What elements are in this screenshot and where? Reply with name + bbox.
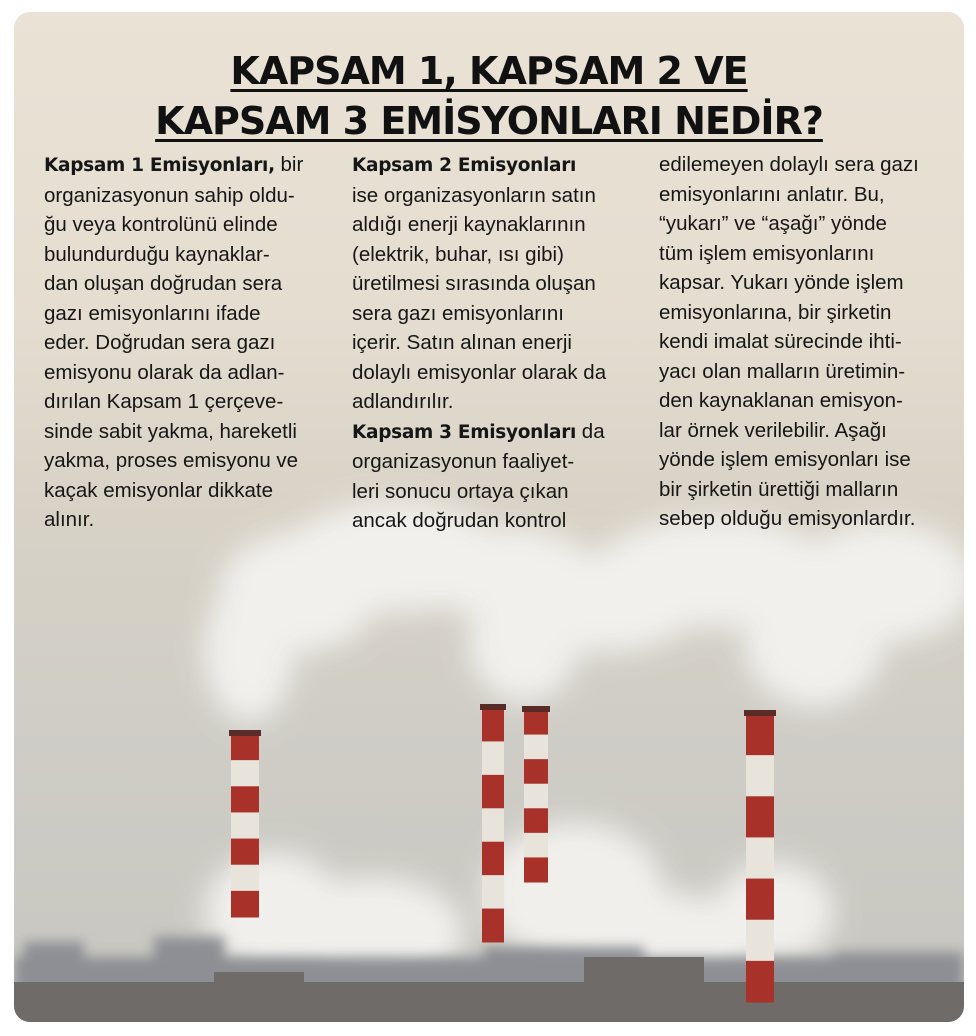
text-line: kapsar. Yukarı yönde işlem bbox=[659, 271, 904, 294]
text-line: bulundurduğu kaynaklar- bbox=[44, 242, 270, 266]
text-line: alınır. bbox=[44, 508, 95, 531]
text-line: (elektrik, buhar, ısı gibi) bbox=[352, 242, 564, 266]
text-column-1 bbox=[44, 150, 336, 535]
text-line: aldığı enerji kaynaklarının bbox=[352, 213, 586, 236]
text-line: kendi imalat sürecinde ihti- bbox=[659, 330, 902, 353]
text-line: Kapsam 3 Emisyonları da bbox=[352, 419, 605, 443]
text-line: ise organizasyonların satın bbox=[352, 183, 596, 207]
text-line: eder. Doğrudan sera gazı bbox=[44, 331, 276, 354]
text-line: yakma, proses emisyonu ve bbox=[44, 449, 299, 472]
smokestack bbox=[480, 704, 506, 943]
bold-lead: Kapsam 2 Emisyonları bbox=[352, 155, 577, 176]
text-line: içerir. Satın alınan enerji bbox=[352, 331, 572, 354]
text-line: dan oluşan doğrudan sera bbox=[44, 272, 283, 295]
text-column-3 bbox=[659, 150, 957, 534]
text-line: kaçak emisyonlar dikkate bbox=[44, 478, 274, 502]
text-line: edilemeyen dolaylı sera gazı bbox=[659, 153, 919, 176]
text-line: sebep olduğu emisyonlardır. bbox=[659, 507, 916, 530]
text-line: lar örnek verilebilir. Aşağı bbox=[659, 418, 887, 442]
text-line bbox=[352, 150, 644, 181]
text-line: dırılan Kapsam 1 çerçeve- bbox=[44, 390, 284, 413]
text-line: gazı emisyonlarını ifade bbox=[44, 301, 261, 325]
text-line: organizasyonun faaliyet- bbox=[352, 450, 575, 473]
text-line: yacı olan malların üretimin- bbox=[659, 359, 906, 383]
text-line: dolaylı emisyonlar olarak da bbox=[352, 360, 607, 384]
title-line-2: KAPSAM 3 EMİSYONLARI NEDİR? bbox=[155, 99, 823, 143]
title-line-1: KAPSAM 1, KAPSAM 2 VE bbox=[230, 49, 748, 93]
text-line: leri sonucu ortaya çıkan bbox=[352, 479, 569, 503]
text-line: emisyonlarını anlatır. Bu, bbox=[659, 182, 885, 206]
text-line: “yukarı” ve “aşağı” yönde bbox=[659, 212, 887, 235]
bold-lead: Kapsam 1 Emisyonları, bbox=[44, 155, 275, 176]
text-line: tüm işlem emisyonlarını bbox=[659, 241, 875, 265]
text-line: sinde sabit yakma, hareketli bbox=[44, 419, 297, 443]
text-column-2 bbox=[352, 150, 644, 536]
text-line: sera gazı emisyonlarını bbox=[352, 301, 564, 325]
text-line: den kaynaklanan emisyon- bbox=[659, 389, 903, 412]
bold-lead: Kapsam 3 Emisyonları bbox=[352, 421, 577, 443]
page-title bbox=[14, 46, 964, 146]
text-line: ğu veya kontrolünü elinde bbox=[44, 213, 278, 236]
text-line: üretilmesi sırasında oluşan bbox=[352, 272, 596, 295]
text-line: emisyonlarına, bir şirketin bbox=[659, 300, 892, 324]
smokestack bbox=[229, 730, 261, 918]
text-line: adlandırılır. bbox=[352, 390, 454, 413]
smokestack bbox=[744, 710, 776, 1003]
text-line: ancak doğrudan kontrol bbox=[352, 509, 567, 532]
text-line: organizasyonun sahip oldu- bbox=[44, 183, 295, 207]
text-line: Kapsam 1 Emisyonları, bir bbox=[44, 153, 304, 176]
text-line: yönde işlem emisyonları ise bbox=[659, 448, 911, 471]
text-line: emisyonu olarak da adlan- bbox=[44, 360, 285, 384]
infographic-card bbox=[14, 12, 964, 1022]
text-line: bir şirketin ürettiği malların bbox=[659, 477, 899, 501]
smokestack bbox=[522, 706, 550, 883]
smoke-plumes bbox=[204, 502, 964, 992]
